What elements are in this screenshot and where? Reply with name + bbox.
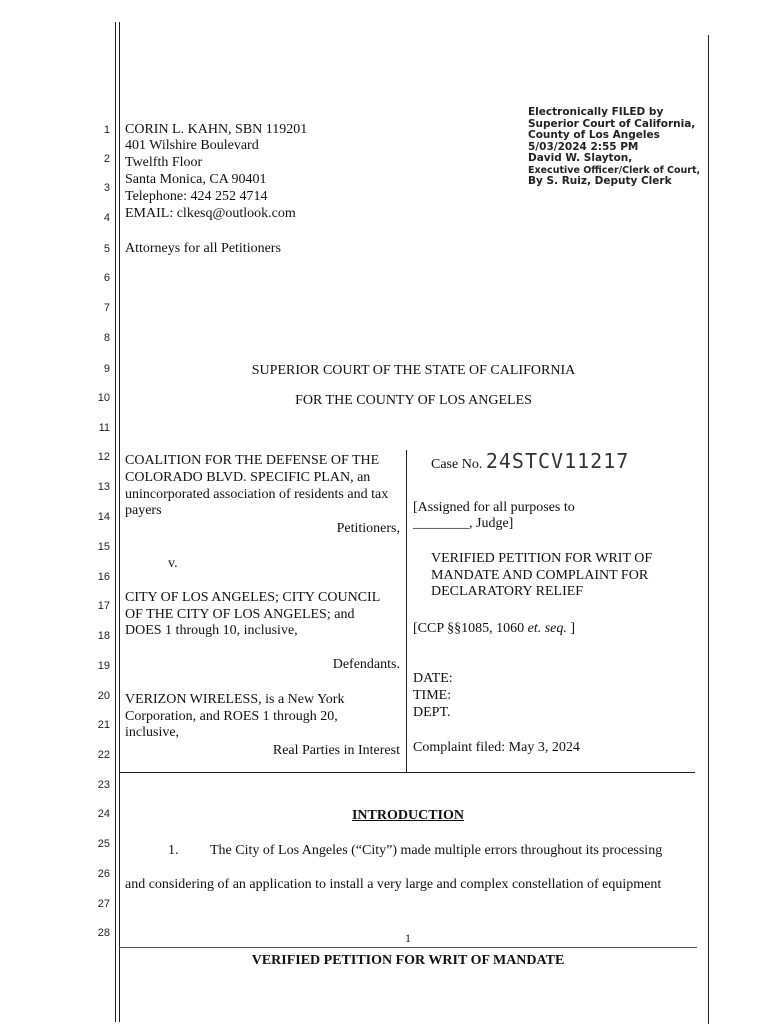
line-number: 13 xyxy=(97,481,110,493)
complaint-filed: Complaint filed: May 3, 2024 xyxy=(413,740,580,755)
paragraph-line-1: The City of Los Angeles (“City”) made multiple errors throughout its processing xyxy=(210,843,663,858)
line-number: 9 xyxy=(103,363,110,375)
line-number: 1 xyxy=(103,124,110,136)
petitioner-line-4: payers xyxy=(125,503,162,518)
line-number: 19 xyxy=(97,660,110,672)
line-number: 10 xyxy=(97,392,110,404)
line-number: 3 xyxy=(103,182,110,194)
line-number: 16 xyxy=(97,571,110,583)
attorney-address-1: 401 Wilshire Boulevard xyxy=(125,138,259,153)
assignment-line-2: ________, Judge] xyxy=(413,516,514,531)
caption-divider xyxy=(406,450,407,772)
court-name: SUPERIOR COURT OF THE STATE OF CALIFORNIA xyxy=(251,363,576,378)
line-number: 2 xyxy=(103,153,110,165)
document-title-2: MANDATE AND COMPLAINT FOR xyxy=(431,568,649,583)
attorney-role: Attorneys for all Petitioners xyxy=(125,241,281,256)
document-title-3: DECLARATORY RELIEF xyxy=(431,584,584,599)
stamp-line: Superior Court of California, xyxy=(528,117,696,130)
attorney-phone: Telephone: 424 252 4714 xyxy=(125,189,268,204)
caption-bottom-rule xyxy=(119,772,695,773)
respondent-line-3: DOES 1 through 10, inclusive, xyxy=(125,623,298,638)
real-party-line-3: inclusive, xyxy=(125,725,180,740)
line-number: 7 xyxy=(103,302,110,314)
petitioner-line-2: COLORADO BLVD. SPECIFIC PLAN, an xyxy=(125,470,371,485)
statute-et-seq: et. seq. xyxy=(527,621,567,636)
paragraph-line-2: and considering of an application to install a very large and complex constellation of equipment xyxy=(125,877,662,892)
line-number: 21 xyxy=(97,719,110,731)
line-number: 26 xyxy=(97,868,110,880)
attorney-name: CORIN L. KAHN, SBN 119201 xyxy=(125,122,308,137)
petitioners-label: Petitioners, xyxy=(336,521,400,536)
petitioner-line-3: unincorporated association of residents and tax xyxy=(125,487,389,502)
right-margin-rule xyxy=(708,35,709,1024)
footer-title: VERIFIED PETITION FOR WRIT OF MANDATE xyxy=(251,953,565,968)
court-county: FOR THE COUNTY OF LOS ANGELES xyxy=(295,393,532,408)
left-margin-rule-inner xyxy=(119,22,120,1022)
line-number: 23 xyxy=(97,779,110,791)
section-heading: INTRODUCTION xyxy=(351,808,464,823)
left-margin-rule-outer xyxy=(115,22,116,1022)
respondent-line-2: OF THE CITY OF LOS ANGELES; and xyxy=(125,607,355,622)
statute-citation xyxy=(413,621,575,637)
line-number: 11 xyxy=(98,422,110,434)
real-parties-label: Real Parties in Interest xyxy=(272,743,400,758)
line-number: 6 xyxy=(103,272,110,284)
hearing-dept: DEPT. xyxy=(413,705,451,720)
line-number: 5 xyxy=(103,243,110,255)
statute-prefix: [CCP §§1085, 1060 xyxy=(413,621,528,636)
assignment-line-1: [Assigned for all purposes to xyxy=(413,500,575,515)
line-number: 15 xyxy=(97,541,110,553)
line-number: 4 xyxy=(103,212,110,224)
footer-rule xyxy=(119,947,697,948)
stamp-line: Executive Officer/Clerk of Court, xyxy=(528,164,701,176)
real-party-line-2: Corporation, and ROES 1 through 20, xyxy=(125,709,338,724)
document-title-1: VERIFIED PETITION FOR WRIT OF xyxy=(431,551,653,566)
attorney-email: EMAIL: clkesq@outlook.com xyxy=(125,206,296,221)
stamp-line: David W. Slayton, xyxy=(528,152,633,164)
paragraph-number: 1. xyxy=(168,843,179,858)
line-number: 17 xyxy=(97,600,110,612)
case-number: 24STCV11217 xyxy=(485,449,630,473)
line-number: 28 xyxy=(97,927,110,939)
petitioner-line-1: COALITION FOR THE DEFENSE OF THE xyxy=(125,453,380,468)
respondent-line-1: CITY OF LOS ANGELES; CITY COUNCIL xyxy=(125,590,381,605)
line-number: 20 xyxy=(97,690,110,702)
filing-stamp xyxy=(528,107,700,188)
line-number: 12 xyxy=(97,451,110,463)
line-number: 18 xyxy=(97,630,110,642)
defendants-label: Defendants. xyxy=(332,657,400,672)
attorney-city: Santa Monica, CA 90401 xyxy=(125,172,267,187)
page-number: 1 xyxy=(405,931,411,945)
line-number: 8 xyxy=(103,332,110,344)
line-number: 24 xyxy=(97,808,110,820)
hearing-time: TIME: xyxy=(413,688,452,703)
line-number: 25 xyxy=(97,838,110,850)
line-number: 14 xyxy=(97,511,110,523)
case-number-row xyxy=(431,450,629,476)
stamp-line: By S. Ruiz, Deputy Clerk xyxy=(528,175,672,187)
hearing-date: DATE: xyxy=(413,671,453,686)
attorney-address-2: Twelfth Floor xyxy=(125,155,203,170)
stamp-line: County of Los Angeles xyxy=(528,129,660,141)
versus: v. xyxy=(168,556,178,571)
case-number-label: Case No. xyxy=(431,457,483,472)
line-number: 22 xyxy=(97,749,110,761)
statute-suffix: ] xyxy=(566,621,576,636)
real-party-line-1: VERIZON WIRELESS, is a New York xyxy=(125,692,345,707)
line-number: 27 xyxy=(97,898,110,910)
stamp-line: 5/03/2024 2:55 PM xyxy=(528,140,639,153)
stamp-line: Electronically FILED by xyxy=(528,106,664,118)
